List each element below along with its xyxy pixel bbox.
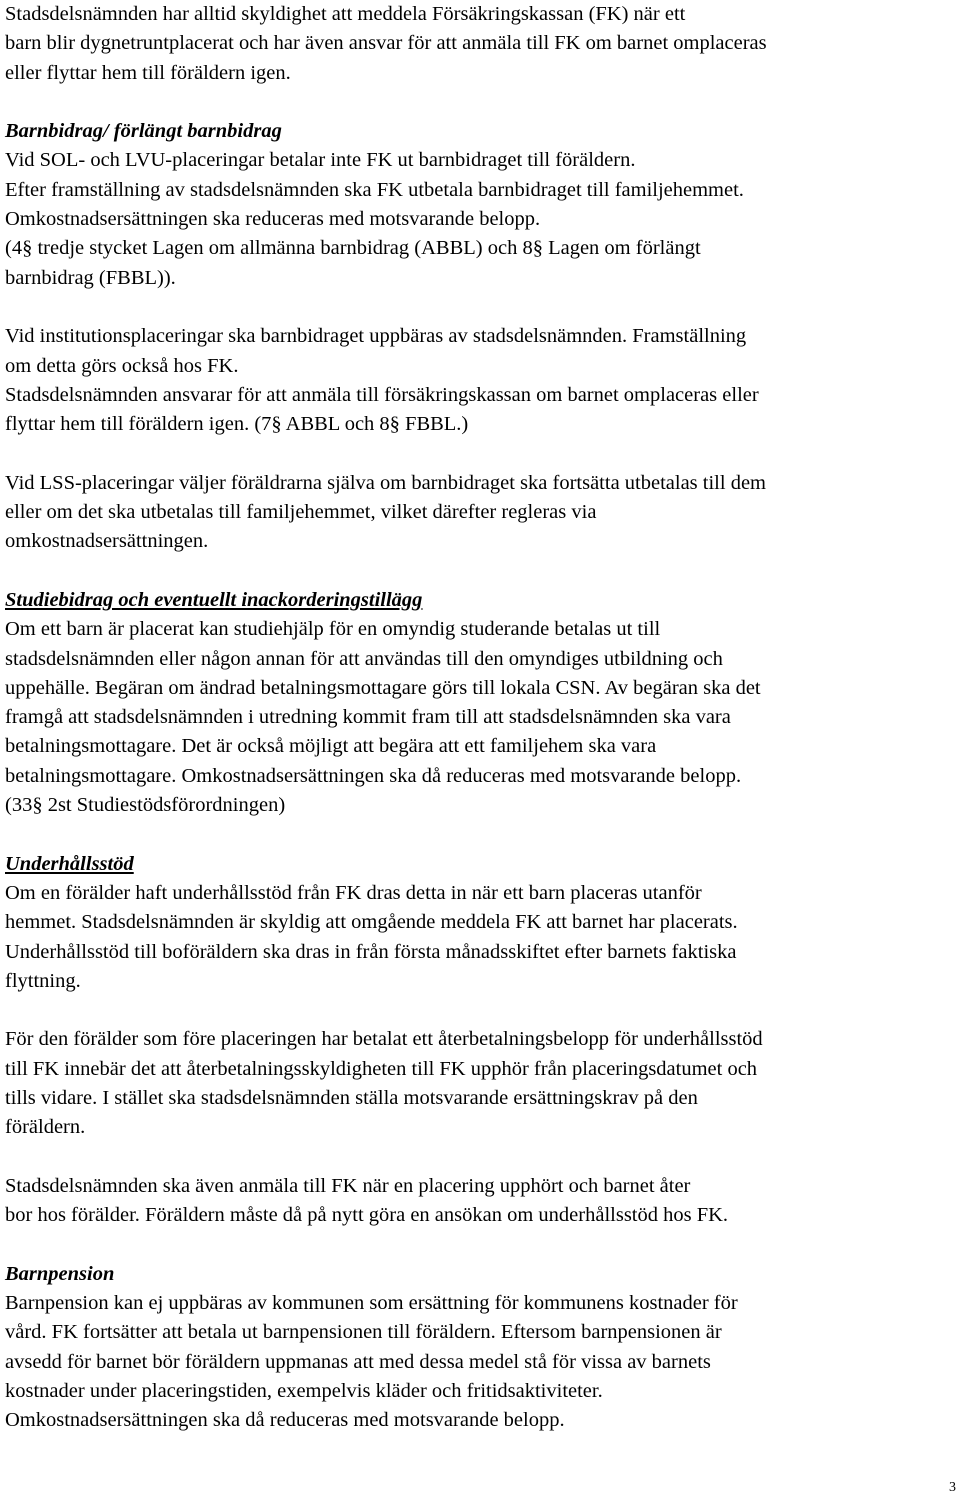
paragraph (5, 0, 950, 88)
paragraph (5, 1025, 950, 1142)
text-line: Om en förälder haft underhållsstöd från FK dras detta in när ett barn placeras utanför (5, 881, 702, 904)
text-line: Stadsdelsnämnden har alltid skyldighet att meddela Försäkringskassan (FK) när ett (5, 3, 686, 25)
text-line: (33§ 2st Studiestödsförordningen) (5, 794, 286, 817)
paragraph-spacer (5, 996, 950, 1025)
paragraph (5, 469, 950, 557)
text-line: föräldern. (5, 1116, 86, 1139)
text-line: Vid institutionsplaceringar ska barnbidraget uppbäras av stadsdelsnämnden. Framställning (5, 325, 747, 348)
text-line: betalningsmottagare. Det är också möjligt att begära att ett familjehem ska vara (5, 735, 657, 758)
text-line: stadsdelsnämnden eller någon annan för att användas till den omyndiges utbildning och (5, 647, 723, 670)
section-heading: Underhållsstöd (5, 852, 134, 875)
text-line: eller om det ska utbetalas till familjehemmet, vilket därefter regleras via (5, 501, 597, 524)
text-line: eller flyttar hem till föräldern igen. (5, 61, 291, 84)
paragraph (5, 322, 950, 439)
paragraph (5, 879, 950, 996)
text-line: tills vidare. I stället ska stadsdelsnämnden ställa motsvarande ersättningskrav på den (5, 1086, 698, 1109)
paragraph-spacer (5, 557, 950, 586)
paragraph-spacer (5, 88, 950, 117)
text-line: Omkostnadsersättningen ska då reduceras med motsvarande belopp. (5, 1409, 565, 1432)
text-line: vård. FK fortsätter att betala ut barnpensionen till föräldern. Eftersom barnpensionen är (5, 1321, 722, 1344)
page-number: 3 (949, 1480, 956, 1495)
section-heading: Barnbidrag/ förlängt barnbidrag (5, 120, 282, 143)
text-line: Omkostnadsersättningen ska reduceras med motsvarande belopp. (5, 208, 541, 231)
paragraph (5, 1289, 950, 1435)
text-line: framgå att stadsdelsnämnden i utredning kommit fram till att stadsdelsnämnden ska vara (5, 706, 731, 729)
text-line: flyttar hem till föräldern igen. (7§ ABBL och 8§ FBBL.) (5, 413, 469, 436)
text-line: avsedd för barnet bör föräldern uppmanas att med dessa medel stå för vissa av barnets (5, 1350, 711, 1373)
paragraph-spacer (5, 1143, 950, 1172)
text-line: till FK innebär det att återbetalningsskyldigheten till FK upphör från placeringsdatumet och (5, 1057, 758, 1080)
paragraph (5, 146, 950, 292)
text-line: barn blir dygnetruntplacerat och har även ansvar för att anmäla till FK om barnet omplaceras (5, 32, 767, 55)
text-line: Barnpension kan ej uppbäras av kommunen som ersättning för kommunens kostnader för (5, 1292, 738, 1315)
text-line: Efter framställning av stadsdelsnämnden ska FK utbetala barnbidraget till familjehemmet. (5, 178, 744, 201)
text-line: barnbidrag (FBBL)). (5, 266, 176, 289)
text-line: uppehälle. Begäran om ändrad betalningsmottagare görs till lokala CSN. Av begäran ska det (5, 676, 761, 699)
text-line: Vid SOL- och LVU-placeringar betalar inte FK ut barnbidraget till föräldern. (5, 149, 636, 172)
text-line: omkostnadsersättningen. (5, 530, 209, 553)
text-line: För den förälder som före placeringen har betalat ett återbetalningsbelopp för underhållsstöd (5, 1028, 763, 1051)
text-line: Om ett barn är placerat kan studiehjälp för en omyndig studerande betalas ut till (5, 618, 661, 641)
text-line: kostnader under placeringstiden, exempelvis kläder och fritidsaktiviteter. (5, 1379, 603, 1402)
text-line: Vid LSS-placeringar väljer föräldrarna själva om barnbidraget ska fortsätta utbetalas till dem (5, 471, 766, 494)
text-line: Stadsdelsnämnden ansvarar för att anmäla till försäkringskassan om barnet omplaceras eller (5, 383, 759, 406)
text-line: hemmet. Stadsdelsnämnden är skyldig att omgående meddela FK att barnet har placerats. (5, 911, 738, 934)
paragraph-spacer (5, 293, 950, 322)
paragraph-spacer (5, 1230, 950, 1259)
section-heading: Studiebidrag och eventuellt inackorderingstillägg (5, 588, 423, 611)
text-line: flyttning. (5, 969, 81, 992)
paragraph (5, 1172, 950, 1231)
text-line: om detta görs också hos FK. (5, 354, 239, 377)
paragraph-spacer (5, 820, 950, 849)
section-heading: Barnpension (5, 1262, 115, 1285)
text-line: (4§ tredje stycket Lagen om allmänna barnbidrag (ABBL) och 8§ Lagen om förlängt (5, 237, 701, 260)
text-line: betalningsmottagare. Omkostnadsersättningen ska då reduceras med motsvarande belopp. (5, 764, 742, 787)
text-line: Underhållsstöd till boföräldern ska dras in från första månadsskiftet efter barnets faktiska (5, 940, 737, 963)
text-line: bor hos förälder. Föräldern måste då på nytt göra en ansökan om underhållsstöd hos FK. (5, 1204, 729, 1227)
paragraph (5, 615, 950, 820)
document-page (5, 0, 950, 1436)
text-line: Stadsdelsnämnden ska även anmäla till FK när en placering upphört och barnet åter (5, 1174, 691, 1197)
paragraph-spacer (5, 439, 950, 468)
